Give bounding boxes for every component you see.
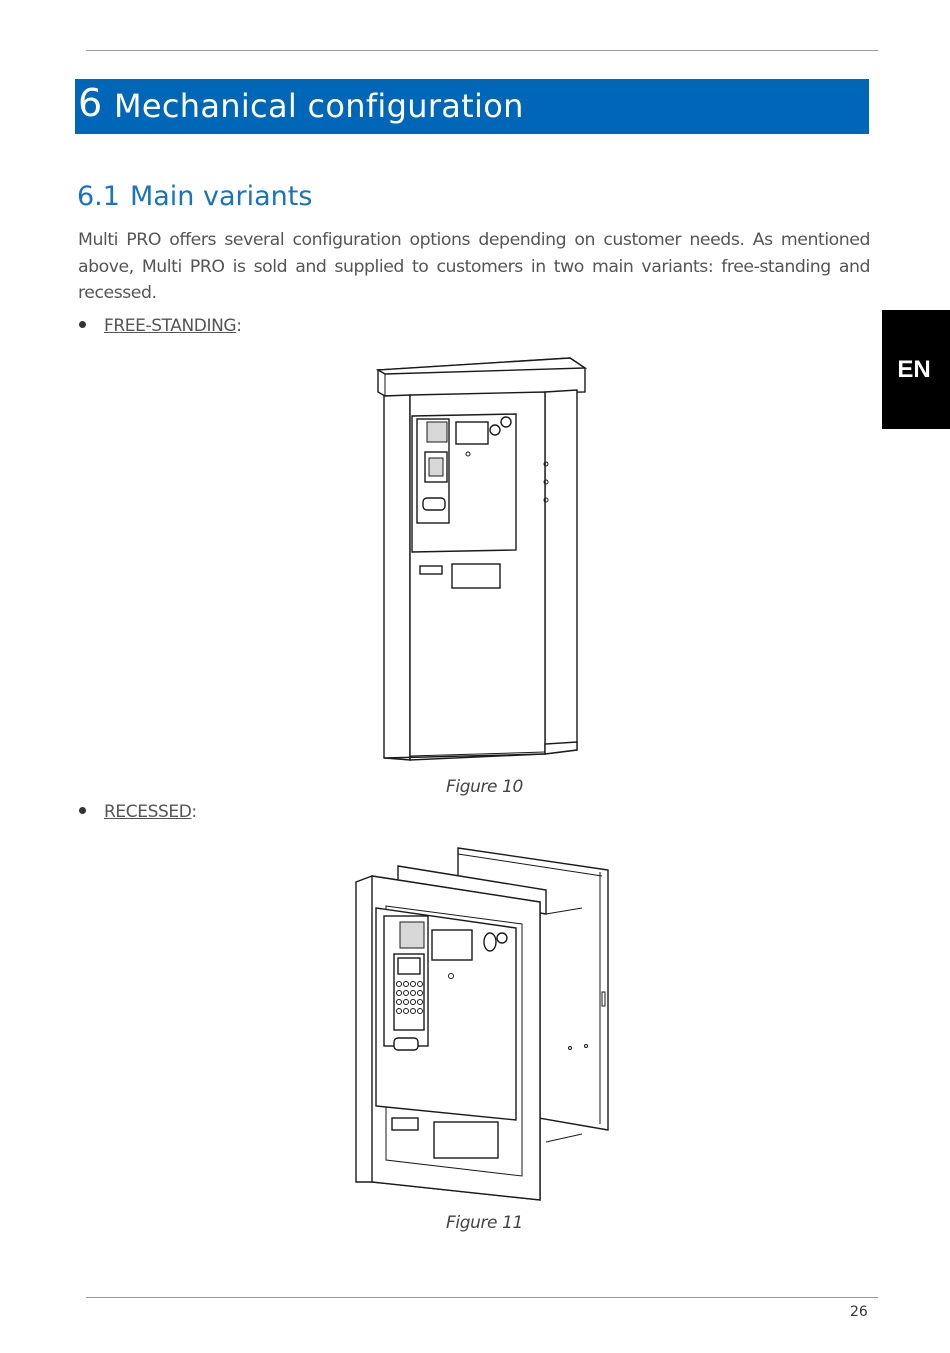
free-standing-illustration <box>370 352 595 774</box>
language-tab: EN <box>882 310 950 429</box>
section-heading <box>77 181 312 212</box>
bullet-recessed <box>78 802 197 822</box>
bullet-label: FREE-STANDING <box>104 316 237 336</box>
footer-rule <box>86 1297 878 1298</box>
bullet-label: RECESSED <box>104 802 192 822</box>
bullet-dot <box>79 807 86 814</box>
bullet-free-standing <box>78 316 242 336</box>
intro-paragraph: Multi PRO offers several configuration options depending on customer needs. As mentioned above, Multi PRO is sold and supplied to customers in two main variants: free-standing and recessed. <box>78 230 870 303</box>
figure-caption: Figure 11 <box>446 1213 523 1233</box>
page-number: 26 <box>850 1304 868 1320</box>
bullet-dot <box>79 321 86 328</box>
bullet-suffix: : <box>236 316 242 336</box>
chapter-title: Mechanical configuration <box>114 87 524 125</box>
section-title: Main variants <box>129 181 313 212</box>
recessed-illustration <box>350 842 615 1204</box>
section-number: 6.1 <box>77 181 120 212</box>
bullet-suffix: : <box>191 802 197 822</box>
chapter-number: 6 <box>78 81 103 125</box>
header-rule <box>86 50 878 51</box>
figure-caption: Figure 10 <box>446 777 523 797</box>
chapter-heading-bar <box>75 79 869 134</box>
